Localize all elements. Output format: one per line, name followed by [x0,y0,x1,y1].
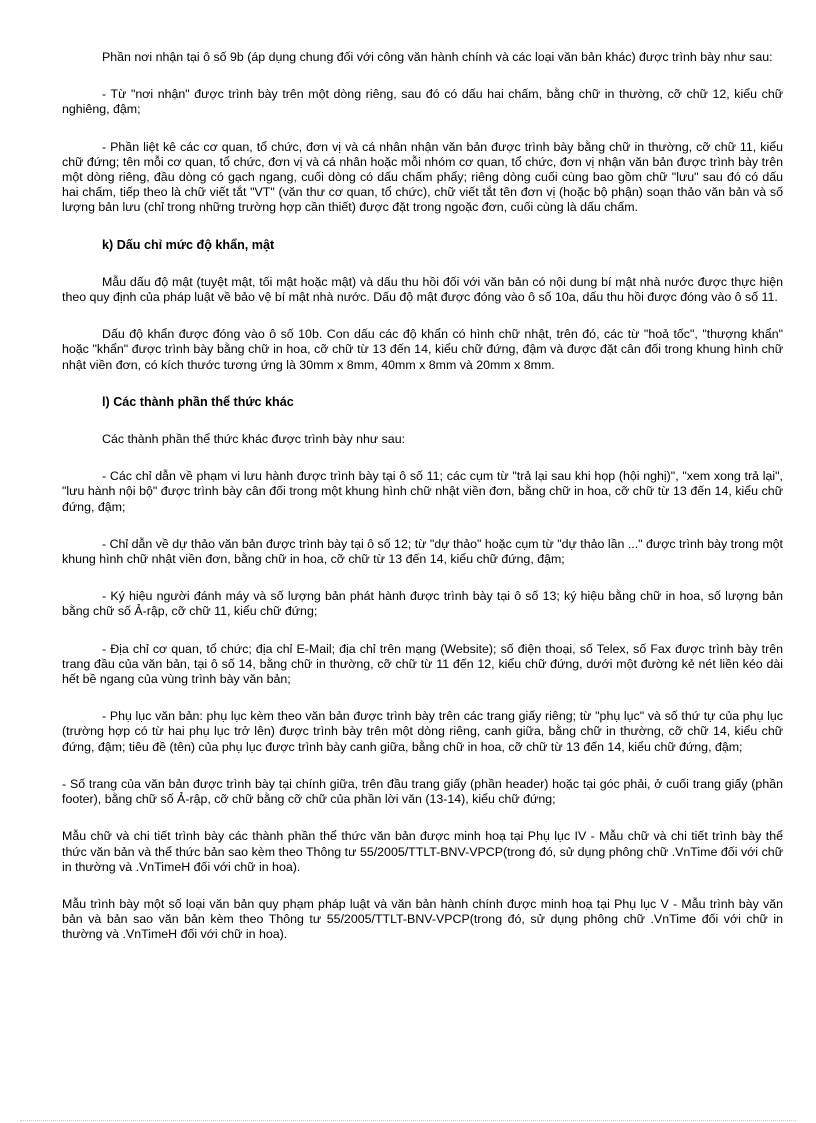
paragraph-other-components-intro: Các thành phần thể thức khác được trình bày như sau: [102,432,406,447]
document-page [62,50,783,965]
paragraph-circulation-scope: - Các chỉ dẫn về phạm vi lưu hành được trình bày tại ô số 11; các cụm từ "trả lại sau khi họp (hội nghị)", "xem xong trả lại", "lưu hành nội bộ" được trình bày cân đối trong một khung hình chữ nhật viền đơn, bằng chữ in hoa, cỡ chữ từ 13 đến 14, kiểu chữ đứng, đậm; [62,469,783,514]
section-heading-k: k) Dấu chỉ mức độ khẩn, mật [102,237,275,252]
paragraph-typist-mark: - Ký hiệu người đánh máy và số lượng bản phát hành được trình bày tại ô số 13; ký hiệu bằng chữ in hoa, số lượng bản bằng chữ số Ả-rập, cỡ chữ 11, kiểu chữ đứng; [62,589,783,619]
paragraph-draft-indicator: - Chỉ dẫn về dự thảo văn bản được trình bày tại ô số 12; từ "dự thảo" hoặc cụm từ "dự thảo lần ..." được trình bày trong một khung hình chữ nhật viền đơn, bằng chữ in hoa, cỡ chữ từ 13 đến 14, kiểu chữ đứng, đậm; [62,536,783,567]
page-bottom-divider [20,1120,796,1121]
paragraph-urgent-stamp: Dấu độ khẩn được đóng vào ô số 10b. Con dấu các độ khẩn có hình chữ nhật, trên đó, các từ "hoả tốc", "thượng khẩn" hoặc "khẩn" được trình bày bằng chữ in hoa, cỡ chữ từ 13 đến 14, kiểu chữ đứng, đậm và được đặt cân đối trong khung hình chữ nhật viền đơn, có kích thước tương ứng là 30mm x 8mm, 40mm x 8mm và 20mm x 8mm. [62,327,783,372]
paragraph-appendix: - Phụ lục văn bản: phụ lục kèm theo văn bản được trình bày trên các trang giấy riêng; từ "phụ lục" và số thứ tự của phụ lục (trường hợp có từ hai phụ lục trở lên) được trình bày trên một dòng riêng, canh giữa, bằng chữ in thường, cỡ chữ 14, kiểu chữ đứng, đậm; tiêu đề (tên) của phụ lục được trình bày canh giữa, bằng chữ in hoa, cỡ chữ từ 13 đến 14, kiểu chữ đứng, đậm; [62,709,783,754]
paragraph-page-number: - Số trang của văn bản được trình bày tại chính giữa, trên đầu trang giấy (phần header) hoặc tại góc phải, ở cuối trang giấy (phần footer), bằng chữ số Ả-rập, cỡ chữ bằng cỡ chữ của phần lời văn (13-14), kiểu chữ đứng; [62,776,783,807]
paragraph-recipients-list: - Phần liệt kê các cơ quan, tổ chức, đơn vị và cá nhân nhận văn bản được trình bày bằng chữ in thường, cỡ chữ 11, kiểu chữ đứng; tên mỗi cơ quan, tổ chức, đơn vị và cá nhân hoặc mỗi nhóm cơ quan, tổ chức, đơn vị nhận văn bản được trình bày trên một dòng riêng, đầu dòng có gạch ngang, cuối dòng có dấu chấm phẩy; riêng dòng cuối cùng bao gồm chữ "lưu" sau đó có dấu hai chấm, tiếp theo là chữ viết tắt "VT" (văn thư cơ quan, tổ chức), chữ viết tắt tên đơn vị (hoặc bộ phận) soạn thảo văn bản và số lượng bản lưu (chỉ trong những trường hợp cần thiết) được đặt trong ngoặc đơn, cuối cùng là dấu chấm. [62,139,783,215]
paragraph-appendix-v: Mẫu trình bày một số loại văn bản quy phạm pháp luật và văn bản hành chính được minh hoạ tại Phụ lục V - Mẫu trình bày văn bản và bản sao văn bản kèm theo Thông tư 55/2005/TTLT-BNV-VPCP(trong đó, sử dụng phông chữ .VnTime đối với chữ in thường và .VnTimeH đối với chữ in hoa). [62,896,783,942]
paragraph-address: - Địa chỉ cơ quan, tổ chức; địa chỉ E-Mail; địa chỉ trên mạng (Website); số điện thoại, số Telex, số Fax được trình bày trên trang đầu của văn bản, tại ô số 14, bằng chữ in thường, cỡ chữ từ 11 đến 12, kiểu chữ đứng, dưới một đường kẻ nét liền kéo dài hết bề ngang của vùng trình bày văn bản; [62,641,783,687]
paragraph-recipients-intro: Phần nơi nhận tại ô số 9b (áp dụng chung đối với công văn hành chính và các loại văn bản khác) được trình bày như sau: [102,50,773,64]
section-heading-l: l) Các thành phần thể thức khác [102,394,294,409]
paragraph-recipients-label: - Từ "nơi nhận" được trình bày trên một dòng riêng, sau đó có dấu hai chấm, bằng chữ in thường, cỡ chữ 12, kiểu chữ nghiêng, đậm; [62,87,783,117]
paragraph-appendix-iv: Mẫu chữ và chi tiết trình bày các thành phần thể thức văn bản được minh hoạ tại Phụ lục IV - Mẫu chữ và chi tiết trình bày thể thức văn bản và thể thức bản sao kèm theo Thông tư 55/2005/TTLT-BNV-VPCP(trong đó, sử dụng phông chữ .VnTime đối với chữ in thường và .VnTimeH đối với chữ in hoa). [62,829,783,874]
paragraph-secret-stamp: Mẫu dấu độ mật (tuyệt mật, tối mật hoặc mật) và dấu thu hồi đối với văn bản có nội dung bí mật nhà nước được thực hiện theo quy định của pháp luật về bảo vệ bí mật nhà nước. Dấu độ mật được đóng vào ô số 10a, dấu thu hồi được đóng vào ô số 11. [62,274,783,305]
